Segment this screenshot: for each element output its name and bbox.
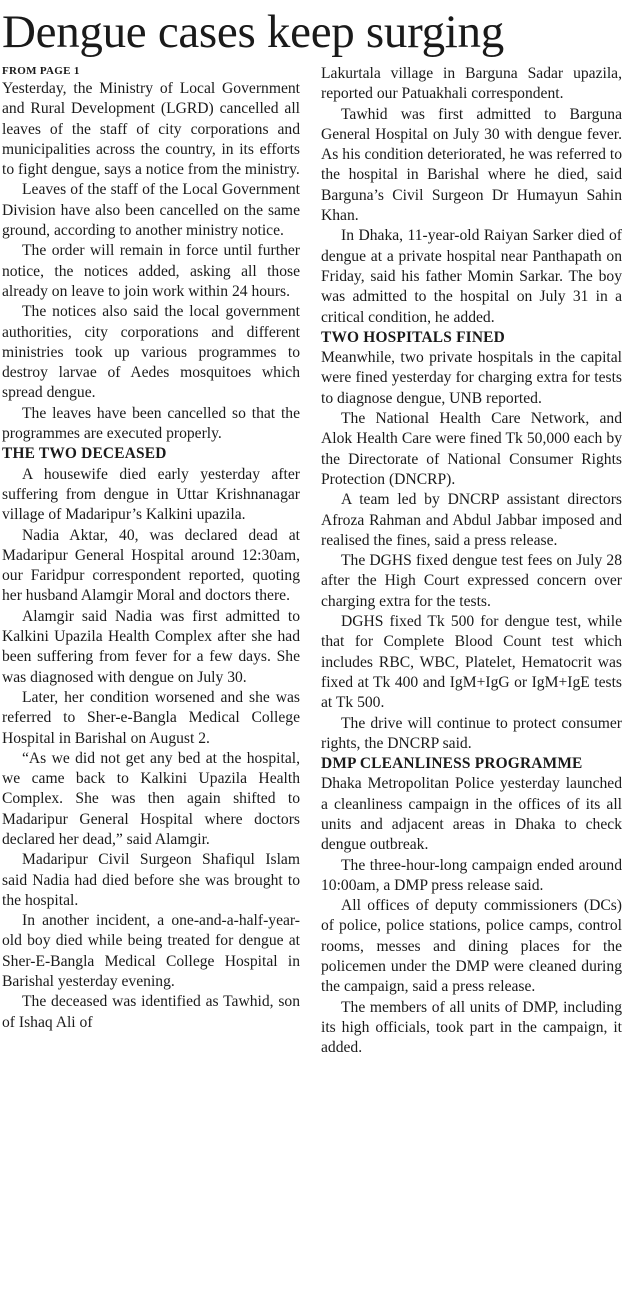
article-paragraph: The deceased was identified as Tawhid, son of Ishaq Ali of <box>2 993 300 1031</box>
article-paragraph: The members of all units of DMP, including its high officials, took part in the campaign, it added. <box>321 998 622 1057</box>
article-paragraph: The leaves have been cancelled so that the programmes are executed properly. <box>2 404 300 443</box>
article-paragraph: The order will remain in force until further notice, the notices added, asking all those already on leave to join work within 24 hours. <box>2 242 300 300</box>
article-paragraph: Alamgir said Nadia was first admitted to Kalkini Upazila Health Complex after she had been suffering from fever for a few days. She was diagnosed with dengue on July 30. <box>2 607 300 686</box>
article-paragraph: The notices also said the local government authorities, city corporations and different ministries took up various programmes to destroy larvae of Aedes mosquitoes which spread dengue. <box>2 303 300 402</box>
article-paragraph: In Dhaka, 11-year-old Raiyan Sarker died of dengue at a private hospital near Panthapath on Friday, said his father Momin Sarkar. The boy was admitted to the hospital on July 31 in a critical condition, he added. <box>321 227 622 326</box>
article-paragraph: Nadia Aktar, 40, was declared dead at Madaripur General Hospital around 12:30am, our Faridpur correspondent reported, quoting her husband Alamgir Moral and doctors there. <box>2 526 300 605</box>
right-column <box>321 64 622 1059</box>
from-page-label: FROM PAGE 1 <box>2 65 80 77</box>
article-paragraph: Leaves of the staff of the Local Government Division have also been cancelled on the same ground, according to another ministry notice. <box>2 181 300 240</box>
article-paragraph: Meanwhile, two private hospitals in the capital were fined yesterday for charging extra for tests to diagnose dengue, UNB reported. <box>321 349 622 407</box>
article-paragraph: “As we did not get any bed at the hospital, we came back to Kalkini Upazila Health Complex. She was then again shifted to Madaripur General Hospital where doctors declared her dead,” said Alamgir. <box>2 749 300 848</box>
article-paragraph: Lakurtala village in Barguna Sadar upazila, reported our Patuakhali correspondent. <box>321 65 622 103</box>
article-paragraph: In another incident, a one-and-a-half-year-old boy died while being treated for dengue at Sher-E-Bangla Medical College Hospital in Barishal yesterday evening. <box>2 912 300 991</box>
article-paragraph: DGHS fixed Tk 500 for dengue test, while that for Complete Blood Count test which includes RBC, WBC, Platelet, Hematocrit was fixed at Tk 400 and IgM+IgG or IgM+IgE tests at Tk 500. <box>321 613 622 712</box>
article-paragraph: A housewife died early yesterday after suffering from dengue in Uttar Krishnanagar village of Madaripur’s Kalkini upazila. <box>2 465 300 524</box>
article-paragraph: A team led by DNCRP assistant directors Afroza Rahman and Abdul Jabbar imposed and realised the fines, said a press release. <box>321 491 622 549</box>
section-subhead: TWO HOSPITALS FINED <box>321 328 505 346</box>
article-paragraph: Later, her condition worsened and she was referred to Sher-e-Bangla Medical College Hospital in Barishal on August 2. <box>2 688 300 747</box>
article-paragraph: The DGHS fixed dengue test fees on July 28 after the High Court expressed concern over charging extra for the tests. <box>321 552 622 610</box>
article-paragraph: Dhaka Metropolitan Police yesterday launched a cleanliness campaign in the offices of its all units and adjacent areas in Dhaka to check dengue outbreak. <box>321 775 622 854</box>
section-subhead: THE TWO DECEASED <box>2 445 167 463</box>
left-column <box>2 64 300 1033</box>
article-paragraph: The National Health Care Network, and Alok Health Care were fined Tk 50,000 each by the Directorate of National Consumer Rights Protection (DNCRP). <box>321 410 622 488</box>
article-paragraph: The drive will continue to protect consumer rights, the DNCRP said. <box>321 714 622 752</box>
article-paragraph: Tawhid was first admitted to Barguna General Hospital on July 30 with dengue fever. As his condition deteriorated, he was referred to the hospital in Barishal where he died, said Barguna’s Civil Surgeon Dr Humayun Sahin Khan. <box>321 105 622 225</box>
article-paragraph: All offices of deputy commissioners (DCs) of police, police stations, police camps, control rooms, messes and dining places for the policemen under the DMP were cleaned during the campaign, said a press release. <box>321 897 622 996</box>
article-paragraph: Madaripur Civil Surgeon Shafiqul Islam said Nadia had died before she was brought to the hospital. <box>2 851 300 909</box>
article-paragraph: The three-hour-long campaign ended around 10:00am, a DMP press release said. <box>321 856 622 894</box>
headline: Dengue cases keep surging <box>2 6 504 58</box>
article-paragraph: Yesterday, the Ministry of Local Government and Rural Development (LGRD) cancelled all leaves of the staff of city corporations and municipalities across the country, in its efforts to fight dengue, says a notice from the ministry. <box>2 80 300 179</box>
section-subhead: DMP CLEANLINESS PROGRAMME <box>321 755 583 773</box>
